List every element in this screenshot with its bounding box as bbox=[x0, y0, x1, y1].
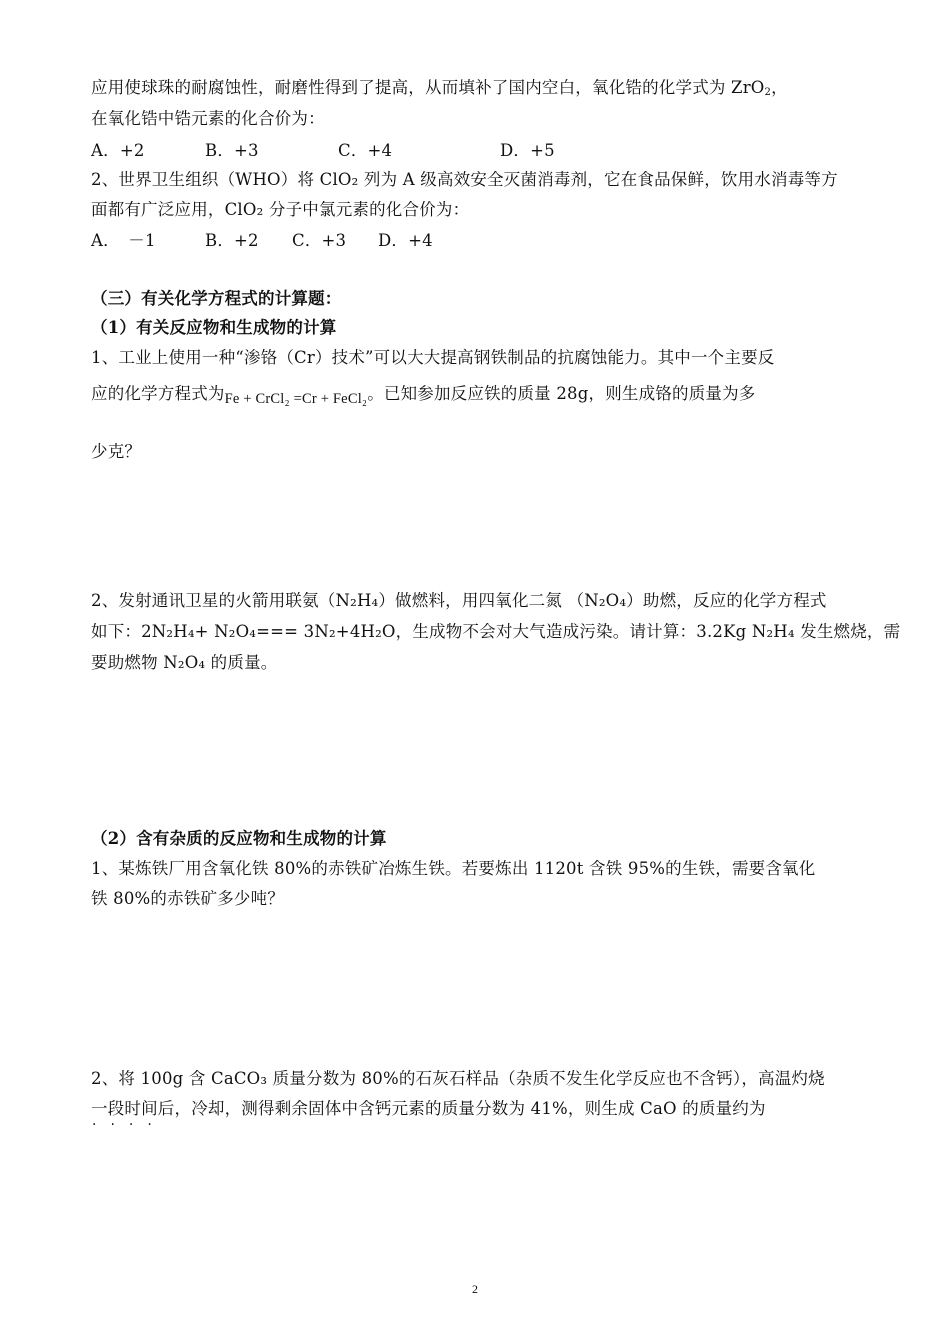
question-iron-ore-line1: 1、某炼铁厂用含氧化铁 80%的赤铁矿冶炼生铁。若要炼出 1120t 含铁 95%的生铁，需要含氧化 bbox=[91, 859, 816, 878]
question-n2h4-line2: 如下：2N₂H₄+ N₂O₄=== 3N₂+4H₂O，生成物不会对大气造成污染。请计算：3.2Kg N₂H₄ 发生燃烧，需 bbox=[91, 622, 901, 641]
option-d: D．+5 bbox=[500, 141, 555, 160]
question-cr-line1: 1、工业上使用一种“渗铬（Cr）技术”可以大大提高钢铁制品的抗腐蚀能力。其中一个主要反 bbox=[91, 348, 775, 367]
option-d: D．+4 bbox=[378, 231, 433, 250]
question-cr-line3: 少克？ bbox=[91, 442, 142, 461]
option-b: B．+3 bbox=[205, 141, 259, 160]
question-zro2-line2: 在氧化锆中锆元素的化合价为： bbox=[91, 109, 325, 128]
emphasis-dots: ···· bbox=[92, 1117, 166, 1133]
question-cr-line2: 应的化学方程式为Fe + CrCl₂ =Cr + FeCl₂。已知参加反应铁的质量 28g，则生成铬的质量为多 bbox=[91, 384, 756, 407]
option-c: C．+4 bbox=[338, 141, 393, 160]
subsection-title-2: （2）含有杂质的反应物和生成物的计算 bbox=[91, 829, 387, 848]
equation-formula: Fe + CrCl₂ =Cr + FeCl₂ bbox=[224, 391, 368, 407]
option-a: A．+2 bbox=[91, 141, 145, 160]
question-iron-ore-line2: 铁 80%的赤铁矿多少吨？ bbox=[91, 889, 285, 908]
question-zro2-line1: 应用使球珠的耐腐蚀性，耐磨性得到了提高，从而填补了国内空白，氧化锆的化学式为 ZrO$_2$， bbox=[91, 78, 788, 98]
option-b: B．+2 bbox=[205, 231, 259, 250]
question-n2h4-line1: 2、发射通讯卫星的火箭用联氨（N₂H₄）做燃料，用四氧化二氮 （N₂O₄）助燃，反应的化学方程式 bbox=[91, 591, 827, 610]
question-clo2-line2: 面都有广泛应用，ClO₂ 分子中氯元素的化合价为： bbox=[91, 200, 470, 219]
subsection-title-1: （1）有关反应物和生成物的计算 bbox=[91, 318, 337, 337]
option-c: C．+3 bbox=[292, 231, 347, 250]
question-clo2-line1: 2、世界卫生组织（WHO）将 ClO₂ 列为 A 级高效安全灭菌消毒剂，它在食品保鲜，饮用水消毒等方 bbox=[91, 170, 838, 189]
option-a: A． －1 bbox=[91, 231, 156, 250]
question-limestone-line2: 一段时间后，冷却，测得剩余固体中含钙元素的质量分数为 41%，则生成 CaO 的质量约为 bbox=[91, 1099, 766, 1118]
section-title: （三）有关化学方程式的计算题： bbox=[91, 289, 342, 308]
question-n2h4-line3: 要助燃物 N₂O₄ 的质量。 bbox=[91, 653, 278, 672]
page-number: 2 bbox=[472, 1282, 478, 1296]
question-limestone-line1: 2、将 100g 含 CaCO₃ 质量分数为 80%的石灰石样品（杂质不发生化学反应也不含钙），高温灼烧 bbox=[91, 1069, 825, 1088]
